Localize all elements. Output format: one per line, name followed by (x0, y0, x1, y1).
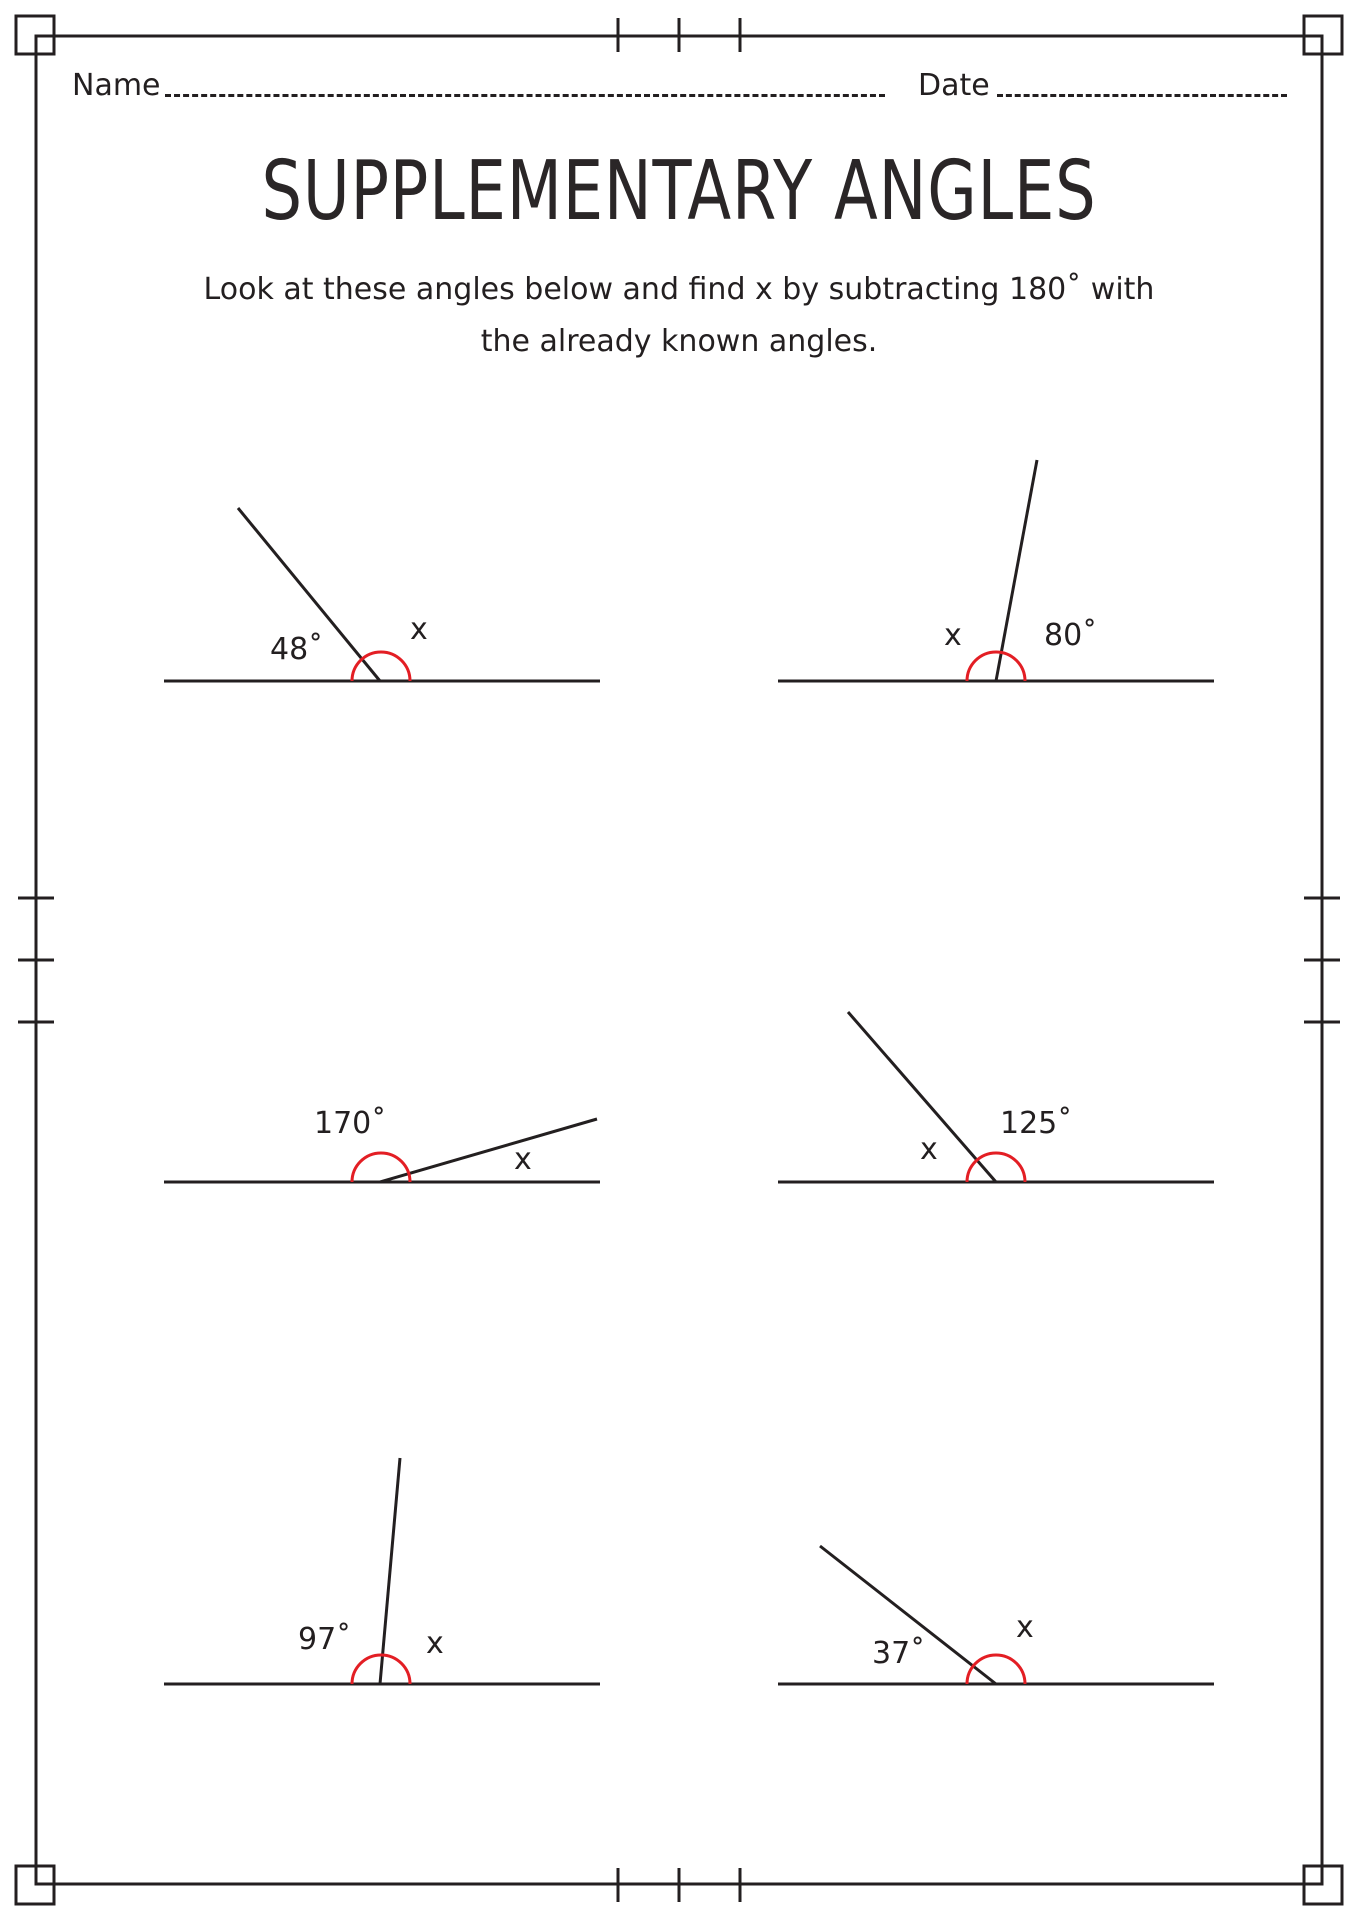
known-angle-label-2: 80˚ (1044, 618, 1098, 653)
known-angle-label-5: 97˚ (298, 1622, 352, 1657)
page-title: SUPPLEMENTARY ANGLES (261, 144, 1097, 239)
known-angle-label-1: 48˚ (270, 632, 324, 667)
name-label: Name (72, 68, 161, 103)
angle-diagram-5 (164, 1458, 600, 1684)
border-rect (36, 36, 1322, 1884)
instructions-line-2: the already known angles. (480, 324, 878, 359)
known-angle-label-3: 170˚ (314, 1106, 387, 1141)
angle-diagram-1 (164, 508, 600, 681)
instructions-line-1: Look at these angles below and find x by subtracting 180˚ with (203, 272, 1155, 307)
date-label: Date (918, 68, 990, 103)
known-angle-label-6: 37˚ (872, 1636, 926, 1671)
name-field[interactable] (165, 94, 885, 97)
ray (380, 1119, 597, 1182)
unknown-angle-label-3: x (514, 1142, 532, 1177)
unknown-angle-label-6: x (1016, 1610, 1034, 1645)
angle-diagram-2 (778, 460, 1214, 681)
ray (996, 460, 1037, 681)
date-field[interactable] (997, 94, 1287, 97)
angle-diagram-4 (778, 1012, 1214, 1182)
known-angle-label-4: 125˚ (1000, 1106, 1073, 1141)
angle-diagram-6 (778, 1546, 1214, 1684)
unknown-angle-label-1: x (410, 612, 428, 647)
angle-arc (352, 1153, 410, 1182)
unknown-angle-label-2: x (944, 618, 962, 653)
ray (380, 1458, 400, 1684)
unknown-angle-label-5: x (426, 1626, 444, 1661)
unknown-angle-label-4: x (920, 1132, 938, 1167)
